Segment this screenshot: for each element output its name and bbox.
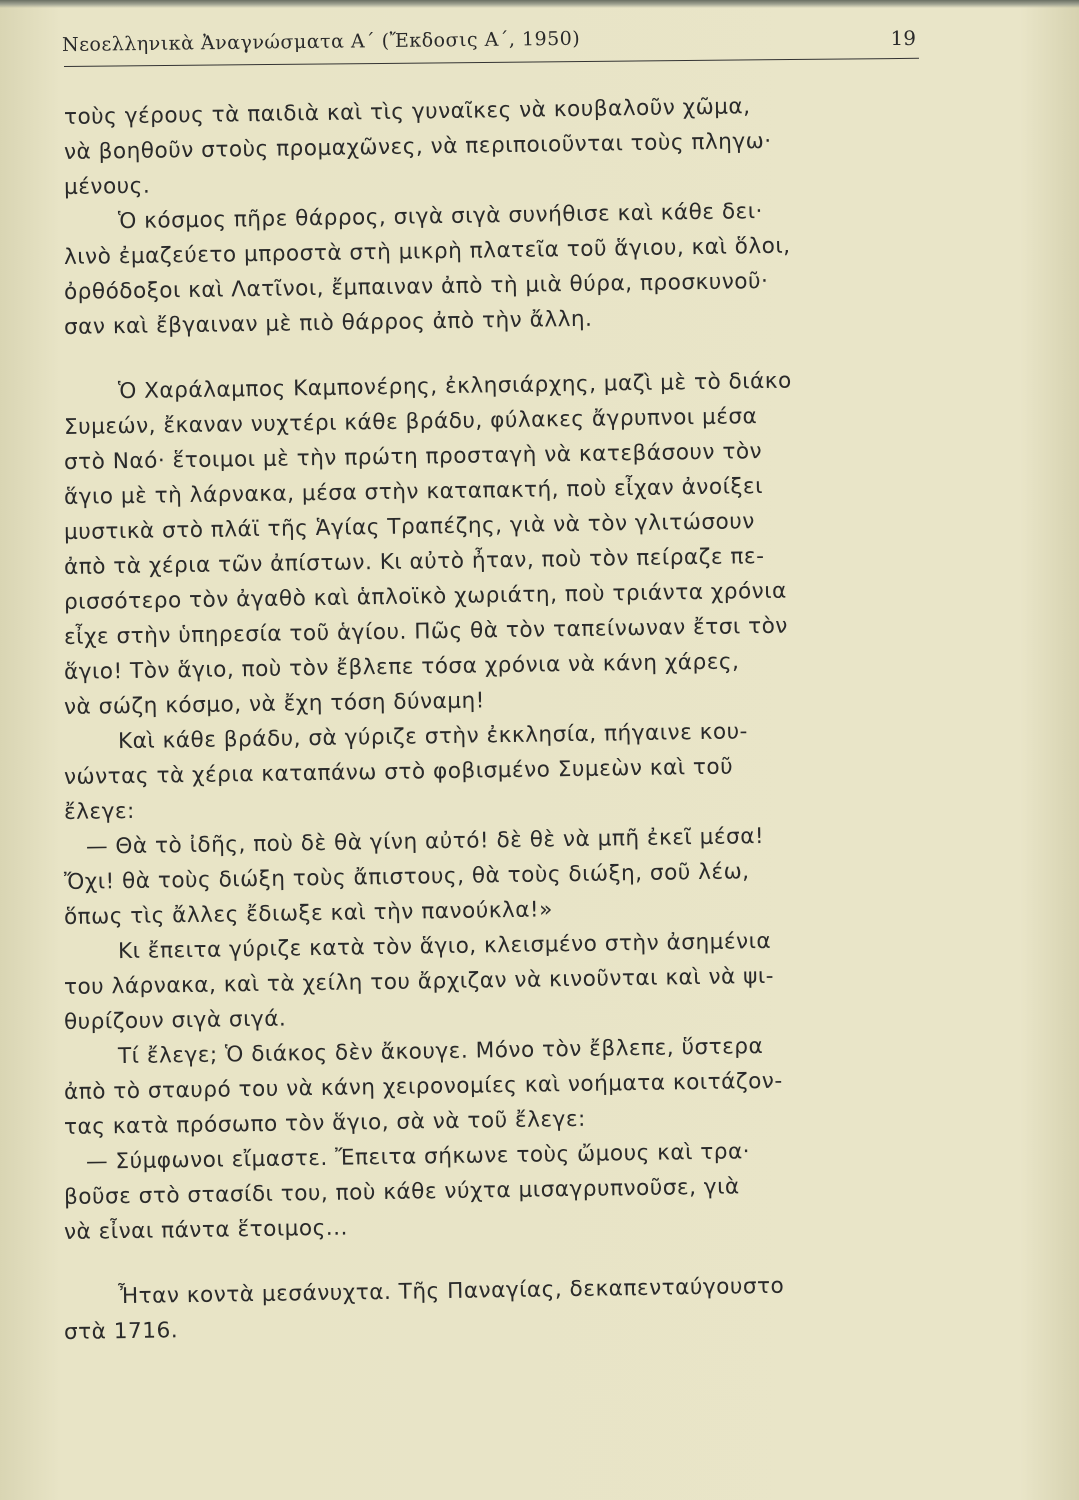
text-line: νώντας τὰ χέρια καταπάνω στὸ φοβισμένο Συμεὼν καὶ τοῦ: [63, 754, 734, 790]
text-line: ἅγιο! Τὸν ἅγιο, ποὺ τὸν ἔβλεπε τόσα χρόνια νὰ κάνη χάρες,: [63, 649, 740, 685]
text-line: ὀρθόδοξοι καὶ Λατῖνοι, ἔμπαιναν ἀπὸ τὴ μιὰ θύρα, προσκυνοῦ·: [63, 268, 769, 305]
paragraph: [63, 1273, 944, 1350]
text-line: μένους.: [63, 173, 151, 200]
text-line: βοῦσε στὸ στασίδι του, ποὺ κάθε νύχτα μισαγρυπνοῦσε, γιὰ: [63, 1174, 740, 1210]
text-line: μυστικὰ στὸ πλάϊ τῆς Ἁγίας Τραπέζης, γιὰ νὰ τὸν γλιτώσουν: [63, 509, 755, 545]
text-line: Ὄχι! θὰ τοὺς διώξη τοὺς ἄπιστους, θὰ τοὺς διώξη, σοῦ λέω,: [63, 859, 750, 895]
scan-top-edge: [0, 0, 1079, 8]
text-line: νὰ σώζη κόσμο, νὰ ἔχη τόση δύναμη!: [63, 688, 486, 720]
text-line: Ἦταν κοντὰ μεσάνυχτα. Τῆς Παναγίας, δεκαπενταύγουστο: [117, 1273, 785, 1310]
text-line: τοὺς γέρους τὰ παιδιὰ καὶ τὶς γυναῖκες νὰ κουβαλοῦν χῶμα,: [63, 94, 751, 130]
text-line: Συμεών, ἔκαναν νυχτέρι κάθε βράδυ, φύλακες ἄγρυπνοι μέσα: [63, 404, 758, 440]
paragraph: [63, 199, 944, 345]
text-line: νὰ βοηθοῦν στοὺς προμαχῶνες, νὰ περιποιοῦνται τοὺς πληγω·: [63, 128, 772, 165]
page-number: 19: [890, 26, 916, 50]
text-line: θυρίζουν σιγὰ σιγά.: [63, 1006, 287, 1035]
page-header: [61, 26, 922, 66]
paragraph: [63, 94, 944, 205]
text-line: λινὸ ἐμαζεύετο μπροστὰ στὴ μικρὴ πλατεῖα τοῦ ἅγιου, καὶ ὅλοι,: [63, 233, 791, 270]
paragraph: [63, 719, 944, 830]
paragraph: [63, 368, 944, 725]
text-line: σαν καὶ ἔβγαιναν μὲ πιὸ θάρρος ἀπὸ τὴν ἄλλη.: [63, 306, 593, 340]
paragraph: [63, 928, 944, 1040]
text-line: ὅπως τὶς ἄλλες ἔδιωξε καὶ τὴν πανούκλα!»: [63, 897, 554, 930]
paragraph: [63, 1034, 944, 1145]
text-line: του λάρνακα, καὶ τὰ χείλη του ἄρχιζαν νὰ κινοῦνται καὶ νὰ ψι-: [63, 963, 775, 1000]
paragraph: [63, 1139, 944, 1250]
text-line: Ὁ κόσμος πῆρε θάρρος, σιγὰ σιγὰ συνήθισε καὶ κάθε δει·: [117, 199, 764, 235]
text-line: — Θὰ τὸ ἰδῆς, ποὺ δὲ θὰ γίνη αὐτό! δὲ θὲ νὰ μπῆ ἐκεῖ μέσα!: [85, 824, 765, 860]
paragraph: [63, 824, 944, 935]
text-line: ἀπὸ τὸ σταυρό του νὰ κάνη χειρονομίες καὶ νοήματα κοιτάζον-: [63, 1068, 783, 1105]
text-line: Κι ἔπειτα γύριζε κατὰ τὸν ἅγιο, κλεισμένο στὴν ἀσημένια: [117, 928, 772, 965]
text-line: νὰ εἶναι πάντα ἕτοιμος...: [63, 1215, 349, 1245]
text-line: ἀπὸ τὰ χέρια τῶν ἀπίστων. Κι αὐτὸ ἦταν, ποὺ τὸν πείραζε πε-: [63, 543, 765, 580]
text-line: — Σύμφωνοι εἴμαστε. Ἔπειτα σήκωνε τοὺς ὤμους καὶ τρα·: [85, 1139, 751, 1175]
text-line: ἔλεγε:: [63, 798, 136, 825]
text-line: εἶχε στὴν ὑπηρεσία τοῦ ἁγίου. Πῶς θὰ τὸν ταπείνωναν ἔτσι τὸν: [63, 613, 789, 650]
text-line: στὸ Ναό· ἕτοιμοι μὲ τὴν πρώτη προσταγὴ νὰ κατεβάσουν τὸν: [63, 439, 763, 475]
running-title: Νεοελληνικὰ Ἀναγνώσματα Α΄ (Ἔκδοσις Α΄, 1950): [61, 27, 581, 56]
text-line: ρισσότερο τὸν ἀγαθὸ καὶ ἁπλοϊκὸ χωριάτη, ποὺ τριάντα χρόνια: [63, 578, 787, 615]
text-line: Ὁ Χαράλαμπος Καμπονέρης, ἐκλησιάρχης, μαζὶ μὲ τὸ διάκο: [117, 368, 792, 405]
text-line: Καὶ κάθε βράδυ, σὰ γύριζε στὴν ἐκκλησία, πήγαινε κου-: [117, 719, 749, 755]
text-line: στὰ 1716.: [63, 1318, 179, 1345]
text-line: ἅγιο μὲ τὴ λάρνακα, μέσα στὴν καταπακτή, ποὺ εἶχαν ἀνοίξει: [63, 474, 764, 510]
text-line: Τί ἔλεγε; Ὁ διάκος δὲν ἄκουγε. Μόνο τὸν ἔβλεπε, ὕστερα: [117, 1034, 764, 1070]
text-line: τας κατὰ πρόσωπο τὸν ἅγιο, σὰ νὰ τοῦ ἔλεγε:: [63, 1106, 586, 1140]
body-text: [63, 94, 944, 1350]
